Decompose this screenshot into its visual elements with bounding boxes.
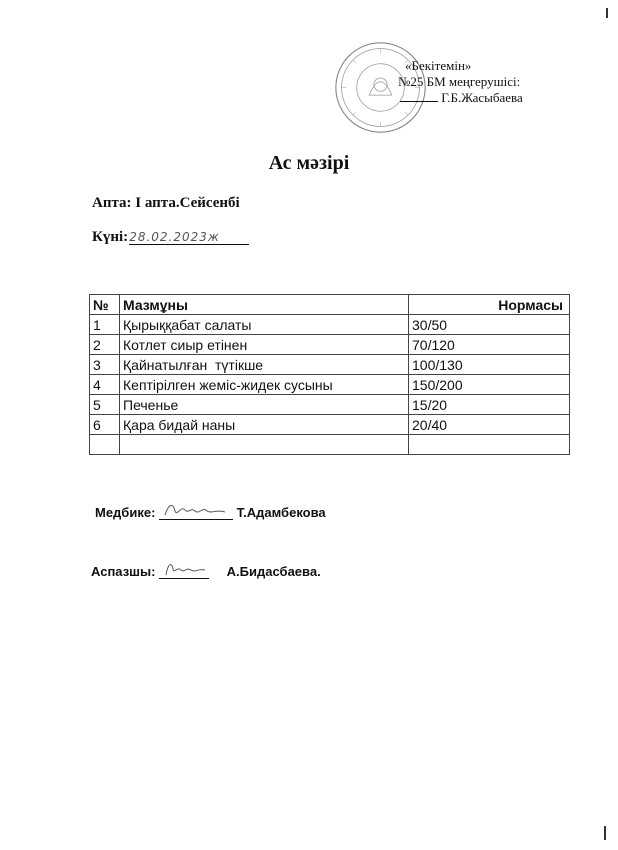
row-number: 4	[90, 375, 120, 395]
date-label: Күні:	[92, 229, 129, 245]
row-norm	[409, 435, 570, 455]
page-title: Ас мәзірі	[268, 152, 350, 174]
header-number: №	[90, 295, 120, 315]
row-dish	[120, 435, 409, 455]
date-value: 28.02.2023ж	[129, 230, 249, 245]
cook-label: Аспазшы:	[91, 564, 156, 579]
row-number: 5	[90, 395, 120, 415]
medic-signature-row	[95, 503, 326, 520]
row-norm: 100/130	[409, 355, 570, 375]
week-label: Апта: І апта.Сейсенбі	[92, 195, 240, 211]
row-dish: Қайнатылған түтікше	[120, 355, 409, 375]
table-row-empty	[90, 435, 570, 455]
approval-line-1: «Бекітемін»	[405, 58, 472, 73]
row-number: 1	[90, 315, 120, 335]
table-row	[90, 315, 570, 335]
table-row	[90, 375, 570, 395]
row-norm: 70/120	[409, 335, 570, 355]
row-dish: Печенье	[120, 395, 409, 415]
row-dish: Қара бидай наны	[120, 415, 409, 435]
header-norm: Нормасы	[409, 295, 570, 315]
cook-name: А.Бидасбаева.	[226, 564, 321, 579]
handwritten-signature-icon	[163, 560, 207, 578]
medic-name: Т.Адамбекова	[236, 505, 326, 520]
table-row	[90, 355, 570, 375]
approval-line-3	[400, 90, 523, 106]
row-number: 2	[90, 335, 120, 355]
medic-label: Медбике:	[95, 505, 156, 520]
table-row	[90, 395, 570, 415]
row-number	[90, 435, 120, 455]
medic-signature-line	[159, 503, 233, 520]
table-row	[90, 335, 570, 355]
approval-signature-line	[400, 101, 438, 102]
cook-signature-line	[159, 562, 209, 579]
row-norm: 30/50	[409, 315, 570, 335]
row-dish: Котлет сиыр етінен	[120, 335, 409, 355]
date-row	[92, 229, 249, 246]
cook-signature-row	[91, 562, 321, 579]
row-dish: Қырыққабат салаты	[120, 315, 409, 335]
menu-table	[89, 294, 570, 455]
handwritten-signature-icon	[163, 501, 227, 519]
approval-block	[398, 58, 523, 106]
row-norm: 150/200	[409, 375, 570, 395]
table-header-row	[90, 295, 570, 315]
row-number: 6	[90, 415, 120, 435]
scan-speck	[604, 826, 606, 840]
scan-speck	[606, 8, 608, 18]
row-norm: 20/40	[409, 415, 570, 435]
approval-line-2: №25 БМ меңгерушісі:	[398, 74, 521, 89]
row-norm: 15/20	[409, 395, 570, 415]
row-number: 3	[90, 355, 120, 375]
row-dish: Кептірілген жеміс-жидек сусыны	[120, 375, 409, 395]
approver-name: Г.Б.Жасыбаева	[441, 90, 523, 105]
header-content: Мазмұны	[120, 295, 409, 315]
table-row	[90, 415, 570, 435]
